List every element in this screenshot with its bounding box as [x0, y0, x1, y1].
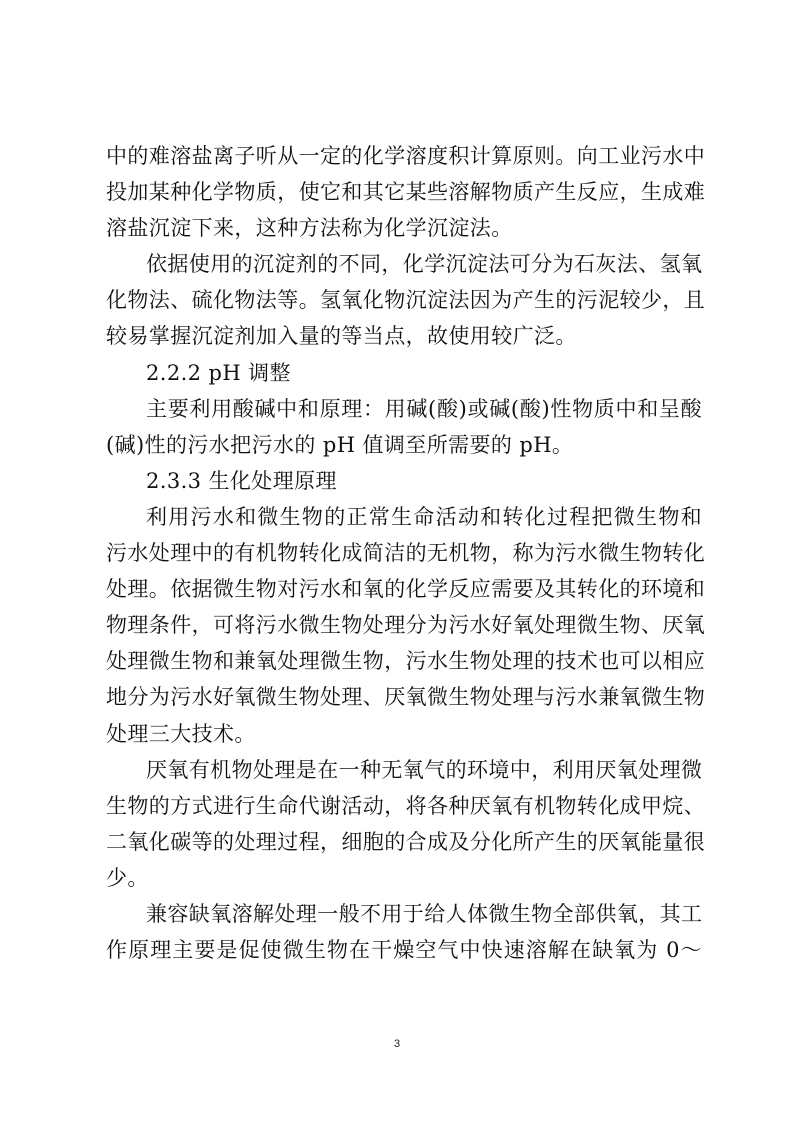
paragraph-first-line: 兼容缺氧溶解处理一般不用于给人体微生物全部供氧，其工 [146, 901, 703, 926]
text-line: 物理条件，可将污水微生物处理分为污水好氧处理微生物、厌氧 [106, 613, 706, 638]
text-line: 处理。依据微生物对污水和氧的化学反应需要及其转化的环境和 [106, 577, 706, 602]
text-line: 溶盐沉淀下来，这种方法称为化学沉淀法。 [106, 216, 513, 241]
paragraph-first-line: 依据使用的沉淀剂的不同，化学沉淀法可分为石灰法、氢氧 [146, 252, 703, 277]
paragraph-first-line: 厌氧有机物处理是在一种无氧气的环境中，利用厌氧处理微 [146, 757, 703, 782]
section-heading-2-2-2: 2.2.2 pH 调整 [146, 360, 291, 385]
text-line: 地分为污水好氧微生物处理、厌氧微生物处理与污水兼氧微生物 [106, 685, 706, 710]
text-line: (碱)性的污水把污水的 pH 值调至所需要的 pH。 [106, 432, 574, 457]
text-line: 处理微生物和兼氧处理微生物，污水生物处理的技术也可以相应 [106, 649, 706, 674]
text-line: 生物的方式进行生命代谢活动，将各种厌氧有机物转化成甲烷、 [106, 793, 706, 818]
text-line: 中的难溶盐离子听从一定的化学溶度积计算原则。向工业污水中 [106, 144, 706, 168]
text-line: 二氧化碳等的处理过程，细胞的合成及分化所产生的厌氧能量很 [106, 829, 706, 854]
text-line: 污水处理中的有机物转化成简洁的无机物，称为污水微生物转化 [106, 541, 706, 566]
text-line: 作原理主要是促使微生物在干燥空气中快速溶解在缺氧为 0～ [106, 938, 702, 963]
text-line: 处理三大技术。 [106, 721, 256, 746]
text-line: 投加某种化学物质，使它和其它某些溶解物质产生反应，生成难 [106, 180, 706, 205]
text-line: 少。 [106, 865, 149, 890]
paragraph-first-line: 主要利用酸碱中和原理：用碱(酸)或碱(酸)性物质中和呈酸 [146, 396, 702, 421]
page-number: 3 [393, 1038, 401, 1050]
text-line: 较易掌握沉淀剂加入量的等当点，故使用较广泛。 [106, 324, 577, 349]
section-heading-2-3-3: 2.3.3 生化处理原理 [146, 468, 337, 493]
paragraph-first-line: 利用污水和微生物的正常生命活动和转化过程把微生物和 [146, 504, 702, 529]
body-text [106, 138, 706, 968]
text-line: 化物法、硫化物法等。氢氧化物沉淀法因为产生的污泥较少，且 [106, 288, 706, 313]
